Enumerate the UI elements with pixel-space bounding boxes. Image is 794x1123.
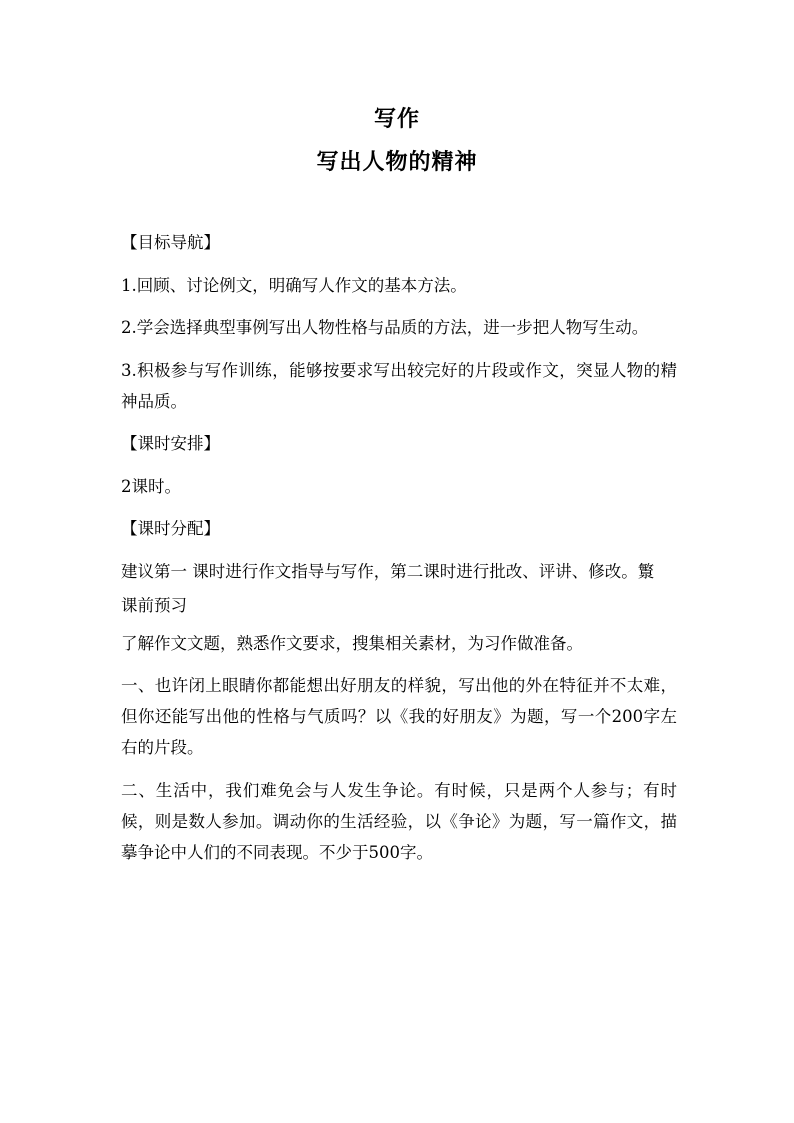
section-heading-schedule: 【课时安排】 [121, 434, 220, 453]
schedule-text: 2课时。 [121, 476, 181, 496]
allocation-text: 建议第一 课时进行作文指导与写作，第二课时进行批改、评讲、修改。瀪 [121, 561, 655, 581]
document-subtitle: 写出人物的精神 [316, 149, 478, 175]
section-heading-preview: 课前预习 [121, 595, 187, 615]
section-heading-allocation: 【课时分配】 [121, 519, 220, 538]
section-heading-goals: 【目标导航】 [121, 233, 220, 252]
goal-item-3: 3.积极参与写作训练，能够按要求写出较完好的片段或作文，突显人物的精神品质。 [121, 360, 677, 411]
document-title: 写作 [373, 106, 420, 132]
task-item-1: 一、也许闭上眼睛你都能想出好朋友的样貌，写出他的外在特征并不太难，但你还能写出他的性格与气质吗？以《我的好朋友》为题，写一个200字左右的片段。 [121, 676, 677, 757]
goal-item-2: 2.学会选择典型事例写出人物性格与品质的方法，进一步把人物写生动。 [121, 318, 649, 337]
task-item-2: 二、生活中，我们难免会与人发生争论。有时候，只是两个人参与；有时候，则是数人参加。调动你的生活经验，以《争论》为题，写一篇作文，描摹争论中人们的不同表现。不少于500字。 [121, 780, 677, 862]
goal-item-1: 1.回顾、讨论例文，明确写人作文的基本方法。 [121, 275, 467, 295]
document-body [121, 227, 677, 879]
preview-text: 了解作文文题，熟悉作文要求，搜集相关素材，为习作做准备。 [121, 633, 583, 653]
